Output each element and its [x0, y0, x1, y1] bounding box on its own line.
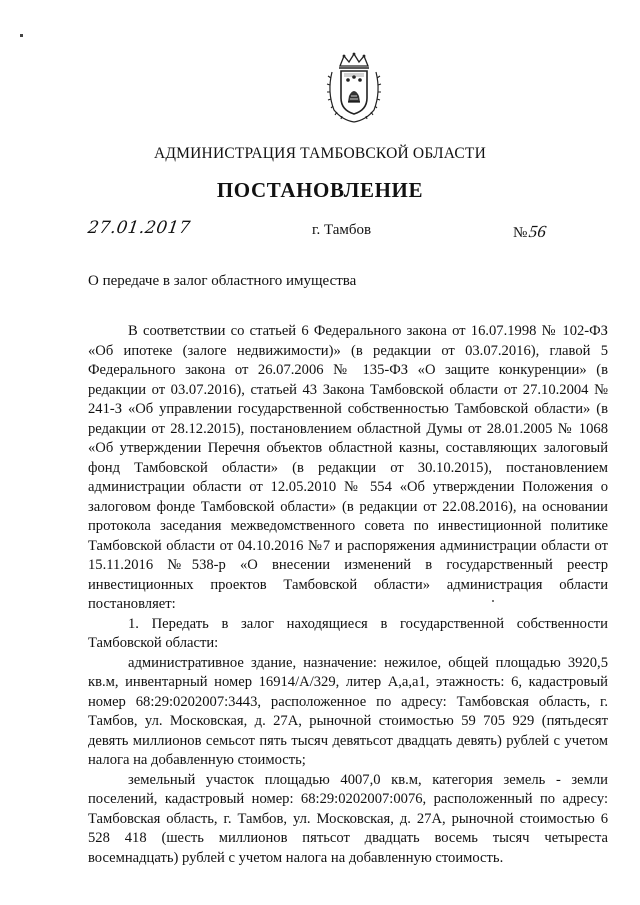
paragraph-preamble: В соответствии со статьей 6 Федерального закона от 16.07.1998 № 102-ФЗ «Об ипотеке (залоге недвижимости)» (в редакции от 03.07.2016), главой 5 Федерального закона от 26.07.2006 № 135-ФЗ «О защите конкуренции» (в редакции от 03.07.2016), статьей 43 Закона Тамбовской области от 27.10.2004 № 241-З «Об управлении государственной собственностью Тамбовской области» (в редакции от 28.12.2015), постановлением областной Думы от 28.01.2005 № 1068 «Об утверждении Перечня объектов областной казны, составляющих залоговый фонд Тамбовской области» (в редакции от 30.10.2015), постановлением администрации области от 12.05.2010 № 554 «Об утверждении Положения о залоговом фонде Тамбовской области» (в редакции от 22.08.2016), на основании протокола заседания межведомственного совета по инвестиционной политике Тамбовской области от 04.10.2016 №7 и распоряжения администрации области от 15.11.2016 №538-р «О внесении изменений в государственный реестр инвестиционных проектов Тамбовской области» администрация области постановляет:: [88, 323, 608, 612]
document-type-title: ПОСТАНОВЛЕНИЕ: [216, 178, 424, 202]
organization-name: АДМИНИСТРАЦИЯ ТАМБОВСКОЙ ОБЛАСТИ: [154, 145, 486, 162]
document-number: [513, 222, 546, 242]
paragraph-item-1: 1. Передать в залог находящиеся в государственной собственности Тамбовской области:: [88, 615, 608, 651]
document-body: [88, 322, 608, 868]
document-city: г. Тамбов: [312, 222, 372, 238]
paragraph-land-plot: земельный участок площадью 4007,0 кв.м, категория земель - земли поселений, кадастровый номер: 68:29:0202007:0076, расположенный по адресу: Тамбовская область, г. Тамбов, ул. Московская, д. 27А, рыночной стоимостью 6 528 418 (шесть миллионов пятьсот двадцать восемь тысяч четыреста восемнадцать) рублей с учетом налога на добавленную стоимость.: [88, 771, 608, 866]
document-date: 27.01.2017: [86, 218, 192, 238]
number-value: 56: [528, 222, 548, 241]
number-label: №: [513, 225, 528, 241]
paragraph-building: административное здание, назначение: нежилое, общей площадью 3920,5 кв.м, инвентарный номер 16914/А/329, литер А,а,а1, этажность: 6, кадастровый номер 68:29:0202007:3443, расположенное по адресу: Тамбовская область, г. Тамбов, ул. Московская, д. 27А, рыночной стоимостью 59 705 929 (пятьдесят девять миллионов семьсот пять тысяч девятьсот двадцать девять) рублей с учетом налога на добавленную стоимость;: [88, 654, 608, 768]
scan-mark: [20, 34, 23, 37]
tambov-coat-of-arms-icon: [326, 52, 382, 124]
document-subject: О передаче в залог областного имущества: [88, 273, 357, 289]
